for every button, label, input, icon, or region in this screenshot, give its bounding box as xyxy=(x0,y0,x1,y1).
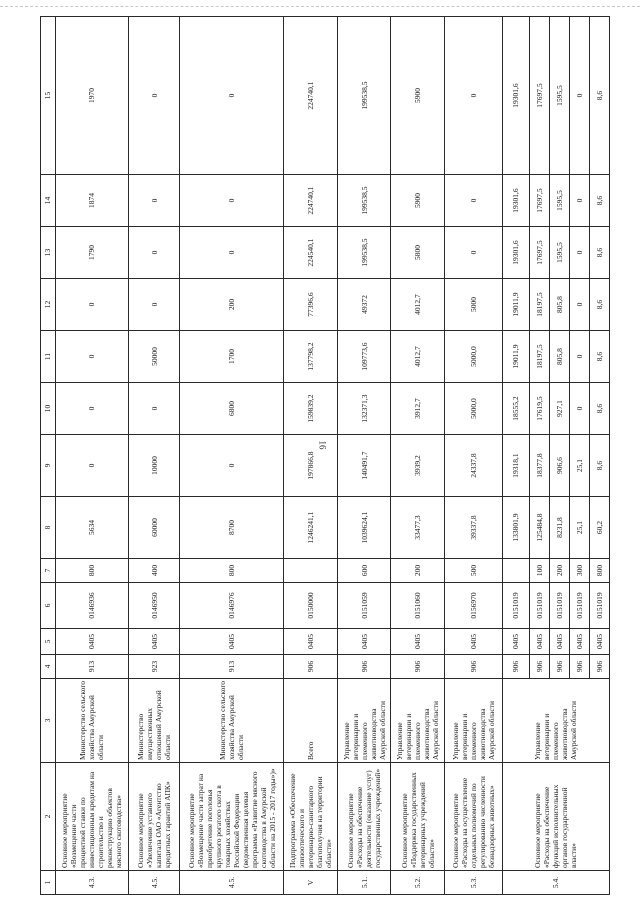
row-number: 5.2. xyxy=(391,871,445,895)
executor: Министерство сельского хозяйства Амурской области xyxy=(180,679,284,763)
value-v11: 8,6 xyxy=(589,331,609,383)
table-row xyxy=(502,17,529,895)
value-v13: 1595,5 xyxy=(549,227,569,279)
rzpr-code: 0405 xyxy=(284,629,338,655)
table-row xyxy=(55,17,129,895)
value-v13: 0 xyxy=(180,227,284,279)
rzpr-code: 0405 xyxy=(549,629,569,655)
csr-code: 0146936 xyxy=(55,583,129,629)
value-v12: 0 xyxy=(55,279,129,331)
value-v8: 33477,3 xyxy=(391,497,445,559)
value-v12: 0 xyxy=(129,279,180,331)
row-number: 4.3. xyxy=(55,871,129,895)
value-v10: 0 xyxy=(129,383,180,435)
value-v9: 3939,2 xyxy=(391,435,445,497)
value-v13: 199538,5 xyxy=(337,227,391,279)
row-number: 5.1. xyxy=(337,871,391,895)
value-v8: 60,2 xyxy=(589,497,609,559)
rzpr-code: 0405 xyxy=(444,629,502,655)
value-v9: 18377,8 xyxy=(529,435,549,497)
value-v14: 0 xyxy=(444,175,502,227)
csr-code: 0151059 xyxy=(337,583,391,629)
vr-code: 800 xyxy=(589,559,609,583)
value-v13: 17697,5 xyxy=(529,227,549,279)
header-col-9: 9 xyxy=(41,435,56,497)
value-v15: 0 xyxy=(569,17,589,175)
csr-code: 0151019 xyxy=(529,583,549,629)
value-v12: 18197,5 xyxy=(529,279,549,331)
csr-code: 0151019 xyxy=(589,583,609,629)
header-col-7: 7 xyxy=(41,559,56,583)
row-number: 4.5. xyxy=(180,871,284,895)
header-col-8: 8 xyxy=(41,497,56,559)
executor: Управление ветеринарии и племенного животноводства Амурской области xyxy=(502,679,609,763)
value-v8: 133801,9 xyxy=(502,497,529,559)
value-v12: 49372 xyxy=(337,279,391,331)
grbs-code: 906 xyxy=(337,655,391,679)
value-v12: 4012,7 xyxy=(391,279,445,331)
value-v11: 5000,0 xyxy=(444,331,502,383)
header-col-15: 15 xyxy=(41,17,56,175)
vr-code: 800 xyxy=(180,559,284,583)
table-row xyxy=(129,17,180,895)
value-v9: 8,6 xyxy=(589,435,609,497)
value-v10: 3912,7 xyxy=(391,383,445,435)
value-v14: 8,6 xyxy=(589,175,609,227)
value-v15: 1970 xyxy=(55,17,129,175)
header-row xyxy=(41,17,56,895)
header-col-6: 6 xyxy=(41,583,56,629)
csr-code: 0151060 xyxy=(391,583,445,629)
value-v12: 5000 xyxy=(444,279,502,331)
value-v12: 19011,9 xyxy=(502,279,529,331)
value-v12: 200 xyxy=(180,279,284,331)
grbs-code: 906 xyxy=(529,655,549,679)
header-col-3: 3 xyxy=(41,679,56,763)
executor: Управление ветеринарии и племенного животноводства Амурской области xyxy=(337,679,391,763)
grbs-code: 906 xyxy=(569,655,589,679)
value-v9: 10000 xyxy=(129,435,180,497)
value-v10: 6800 xyxy=(180,383,284,435)
csr-code: 0146976 xyxy=(180,583,284,629)
value-v13: 19301,6 xyxy=(502,227,529,279)
measure-name: Основное мероприятие «Расходы на осуществление отдельных полномочий по регулированию численности безнадзорных животных» xyxy=(444,763,502,871)
value-v11: 137798,2 xyxy=(284,331,338,383)
value-v11: 19011,9 xyxy=(502,331,529,383)
value-v11: 1700 xyxy=(180,331,284,383)
value-v15: 5900 xyxy=(391,17,445,175)
rzpr-code: 0405 xyxy=(129,629,180,655)
value-v9: 19318,1 xyxy=(502,435,529,497)
grbs-code: 906 xyxy=(589,655,609,679)
value-v12: 805,8 xyxy=(549,279,569,331)
measure-name: Подпрограмма «Обеспечение эпизоотического и ветеринарно-санитарного благополучия на территории области» xyxy=(284,763,338,871)
executor: Министерство имущественных отношений Амурской области xyxy=(129,679,180,763)
value-v13: 0 xyxy=(444,227,502,279)
value-v8: 39337,8 xyxy=(444,497,502,559)
rzpr-code: 0405 xyxy=(337,629,391,655)
row-number: V xyxy=(284,871,338,895)
header-col-4: 4 xyxy=(41,655,56,679)
vr-code: 200 xyxy=(391,559,445,583)
value-v14: 0 xyxy=(129,175,180,227)
header-col-10: 10 xyxy=(41,383,56,435)
value-v8: 60000 xyxy=(129,497,180,559)
value-v13: 1790 xyxy=(55,227,129,279)
grbs-code: 906 xyxy=(444,655,502,679)
budget-table xyxy=(40,16,610,895)
executor: Всего xyxy=(284,679,338,763)
value-v15: 19301,6 xyxy=(502,17,529,175)
value-v8: 125484,8 xyxy=(529,497,549,559)
measure-name: Основное мероприятие «Расходы на обеспечение деятельности (оказание услуг) государственных учреждений» xyxy=(337,763,391,871)
value-v10: 159839,2 xyxy=(284,383,338,435)
value-v10: 0 xyxy=(569,383,589,435)
value-v10: 132371,3 xyxy=(337,383,391,435)
table-row xyxy=(391,17,445,895)
grbs-code: 906 xyxy=(284,655,338,679)
value-v14: 1874 xyxy=(55,175,129,227)
rzpr-code: 0405 xyxy=(180,629,284,655)
vr-code: 500 xyxy=(444,559,502,583)
grbs-code: 906 xyxy=(502,655,529,679)
value-v14: 17697,5 xyxy=(529,175,549,227)
value-v14: 199538,5 xyxy=(337,175,391,227)
header-col-1: 1 xyxy=(41,871,56,895)
table-row xyxy=(444,17,502,895)
vr-code: 600 xyxy=(337,559,391,583)
measure-name: Основное мероприятие «Возмещение части затрат на приобретение поголовья крупного рогатого скота в товарных хозяйствах Российской Федерации (ведомственная целевая программа «Развитие мясного скотоводства в Амурской области на 2015 - 2017 годы»)» xyxy=(180,763,284,871)
value-v8: 25,1 xyxy=(569,497,589,559)
value-v15: 199538,5 xyxy=(337,17,391,175)
vr-code xyxy=(502,559,529,583)
value-v9: 0 xyxy=(180,435,284,497)
value-v11: 4012,7 xyxy=(391,331,445,383)
rzpr-code: 0405 xyxy=(589,629,609,655)
value-v8: 1246241,1 xyxy=(284,497,338,559)
vr-code xyxy=(284,559,338,583)
csr-code: 0156970 xyxy=(444,583,502,629)
value-v10: 927,1 xyxy=(549,383,569,435)
value-v11: 0 xyxy=(569,331,589,383)
executor: Министерство сельского хозяйства Амурской области xyxy=(55,679,129,763)
rzpr-code: 0405 xyxy=(391,629,445,655)
vr-code: 300 xyxy=(569,559,589,583)
csr-code: 0146950 xyxy=(129,583,180,629)
scan-edge-line xyxy=(0,6,640,8)
value-v14: 1595,5 xyxy=(549,175,569,227)
value-v8: 8700 xyxy=(180,497,284,559)
header-col-12: 12 xyxy=(41,279,56,331)
csr-code: 0151019 xyxy=(549,583,569,629)
value-v15: 0 xyxy=(180,17,284,175)
row-number: 5.3. xyxy=(444,871,502,895)
vr-code: 100 xyxy=(529,559,549,583)
value-v12: 8,6 xyxy=(589,279,609,331)
executor: Управление ветеринарии и племенного животноводства Амурской области xyxy=(391,679,445,763)
vr-code: 400 xyxy=(129,559,180,583)
vr-code: 800 xyxy=(55,559,129,583)
value-v11: 18197,5 xyxy=(529,331,549,383)
table-row xyxy=(180,17,284,895)
value-v9: 25,1 xyxy=(569,435,589,497)
measure-name: Основное мероприятие «Поддержка государственных ветеринарных учреждений области» xyxy=(391,763,445,871)
value-v13: 0 xyxy=(569,227,589,279)
value-v8: 8231,8 xyxy=(549,497,569,559)
value-v14: 0 xyxy=(569,175,589,227)
page-number: 16 xyxy=(317,440,328,450)
value-v11: 0 xyxy=(55,331,129,383)
rzpr-code: 0405 xyxy=(569,629,589,655)
header-col-5: 5 xyxy=(41,629,56,655)
executor: Управление ветеринарии и племенного животноводства Амурской области xyxy=(444,679,502,763)
value-v15: 17697,5 xyxy=(529,17,549,175)
value-v12: 77396,6 xyxy=(284,279,338,331)
value-v13: 5800 xyxy=(391,227,445,279)
grbs-code: 923 xyxy=(129,655,180,679)
value-v14: 19301,6 xyxy=(502,175,529,227)
vr-code: 200 xyxy=(549,559,569,583)
value-v13: 8,6 xyxy=(589,227,609,279)
value-v14: 0 xyxy=(180,175,284,227)
value-v10: 8,6 xyxy=(589,383,609,435)
value-v10: 17619,5 xyxy=(529,383,549,435)
table-row xyxy=(337,17,391,895)
value-v15: 8,6 xyxy=(589,17,609,175)
value-v14: 224740,1 xyxy=(284,175,338,227)
header-col-13: 13 xyxy=(41,227,56,279)
grbs-code: 906 xyxy=(391,655,445,679)
value-v9: 24337,8 xyxy=(444,435,502,497)
csr-code: 0151019 xyxy=(569,583,589,629)
value-v13: 224540,1 xyxy=(284,227,338,279)
value-v14: 5900 xyxy=(391,175,445,227)
rzpr-code: 0405 xyxy=(55,629,129,655)
grbs-code: 906 xyxy=(549,655,569,679)
grbs-code: 913 xyxy=(180,655,284,679)
value-v10: 0 xyxy=(55,383,129,435)
grbs-code: 913 xyxy=(55,655,129,679)
value-v9: 140491,7 xyxy=(337,435,391,497)
value-v15: 0 xyxy=(129,17,180,175)
measure-name: Основное мероприятие «Расходы на обеспечение функций исполнительных органов государственной власти» xyxy=(502,763,609,871)
rzpr-code: 0405 xyxy=(529,629,549,655)
header-col-2: 2 xyxy=(41,763,56,871)
measure-name: Основное мероприятие «Возмещение части процентной ставки по инвестиционным кредитам на строительство и реконструкцию объектов мясного скотоводства» xyxy=(55,763,129,871)
measure-name: Основное мероприятие «Увеличение уставного капитала ОАО «Агентство кредитных гарантий АПК» xyxy=(129,763,180,871)
value-v9: 906,6 xyxy=(549,435,569,497)
rotated-page xyxy=(40,65,610,895)
value-v11: 50000 xyxy=(129,331,180,383)
table-row xyxy=(284,17,338,895)
value-v11: 109773,6 xyxy=(337,331,391,383)
value-v15: 224740,1 xyxy=(284,17,338,175)
rzpr-code: 0405 xyxy=(502,629,529,655)
value-v9: 0 xyxy=(55,435,129,497)
header-col-11: 11 xyxy=(41,331,56,383)
value-v8: 1039624,1 xyxy=(337,497,391,559)
header-col-14: 14 xyxy=(41,175,56,227)
value-v11: 805,8 xyxy=(549,331,569,383)
value-v10: 5000,0 xyxy=(444,383,502,435)
value-v15: 0 xyxy=(444,17,502,175)
csr-code: 0150000 xyxy=(284,583,338,629)
value-v9: 197866,8 xyxy=(284,435,338,497)
value-v13: 0 xyxy=(129,227,180,279)
row-number: 4.5. xyxy=(129,871,180,895)
row-number: 5.4. xyxy=(502,871,609,895)
csr-code: 0151019 xyxy=(502,583,529,629)
value-v15: 1595,5 xyxy=(549,17,569,175)
value-v8: 5634 xyxy=(55,497,129,559)
value-v12: 0 xyxy=(569,279,589,331)
value-v10: 18555,2 xyxy=(502,383,529,435)
